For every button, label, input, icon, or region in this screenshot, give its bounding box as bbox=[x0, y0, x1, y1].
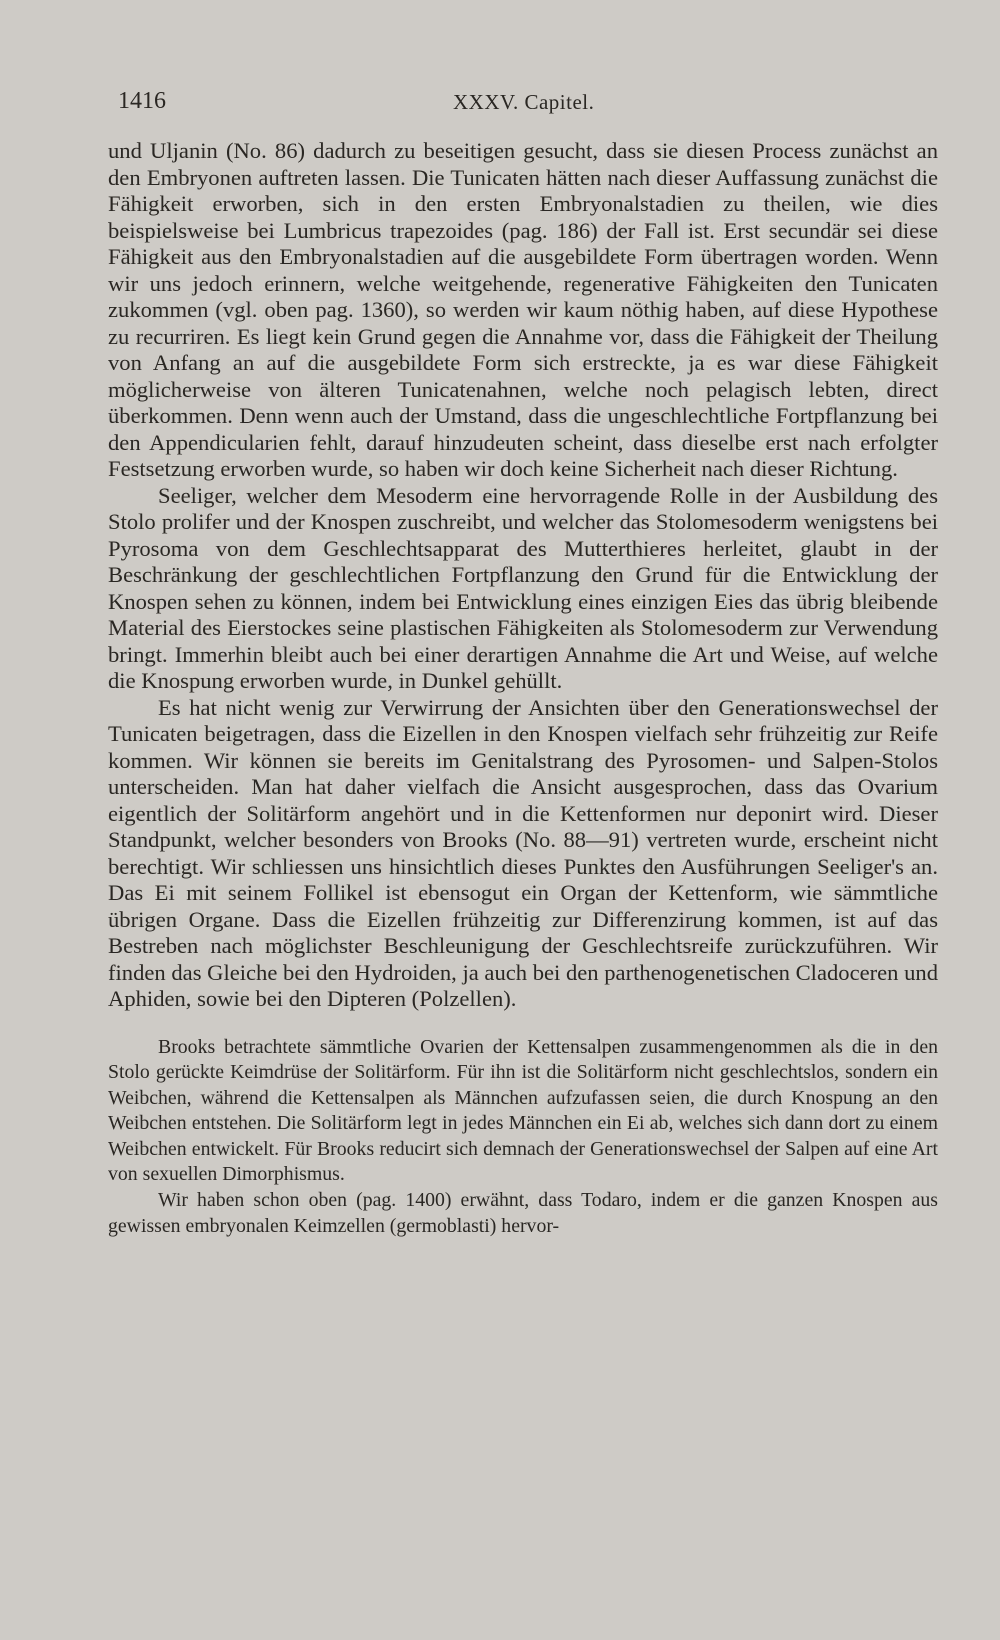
paragraph-4-small-print: Brooks betrachtete sämmtliche Ovarien der Kettensalpen zusammengenommen als die in den Stolo gerückte Keimdrüse der Solitärform. Für ihn ist die Solitärform nicht geschlechtslos, sondern ein Weibchen, während die Kettensalpen als Männchen aufzufassen seien, die durch Knospung an den Weibchen entstehen. Die Solitärform legt in jedes Männchen ein Ei ab, welches sich dann dort zu einem Weibchen entwickelt. Für Brooks reducirt sich demnach der Generationswechsel der Salpen auf eine Art von sexuellen Dimorphismus. bbox=[108, 1035, 938, 1186]
paragraph-1: und Uljanin (No. 86) dadurch zu beseitigen gesucht, dass sie diesen Process zunächst an den Embryonen auftreten lassen. Die Tunicaten hätten nach dieser Auffassung zunächst die Fähigkeit erworben, sich in den ersten Embryonalstadien zu theilen, wie dies beispielsweise bei Lumbricus trapezoides (pag. 186) der Fall ist. Erst secundär sei diese Fähigkeit aus den Embryonalstadien auf die ausgebildete Form übertragen worden. Wenn wir uns jedoch erinnern, welche weitgehende, regenerative Fähigkeiten den Tunicaten zukommen (vgl. oben pag. 1360), so werden wir kaum nöthig haben, auf diese Hypothese zu recurriren. Es liegt kein Grund gegen die Annahme vor, dass die Fähigkeit der Theilung von Anfang an auf die ausgebildete Form sich erstreckte, ja es war diese Fähigkeit möglicherweise von älteren Tunicatenahnen, welche noch pelagisch lebten, direct überkommen. Denn wenn auch der Umstand, dass die ungeschlechtliche Fortpflanzung bei den Appendicularien fehlt, darauf hinzudeuten scheint, dass dieselbe erst nach erfolgter Festsetzung erworben wurde, so haben wir doch keine Sicherheit nach dieser Richtung. bbox=[108, 138, 938, 481]
page-header bbox=[108, 88, 938, 128]
paragraph-2: Seeliger, welcher dem Mesoderm eine hervorragende Rolle in der Ausbildung des Stolo prolifer und der Knospen zuschreibt, und welcher das Stolomesoderm wenigstens bei Pyrosoma von dem Geschlechtsapparat des Mutterthieres herleitet, glaubt in der Beschränkung der geschlechtlichen Fortpflanzung den Grund für die Entwicklung der Knospen sehen zu können, indem bei Entwicklung eines einzigen Eies das übrig bleibende Material des Eierstockes seine plastischen Fähigkeiten als Stolomesoderm zur Verwendung bringt. Immerhin bleibt auch bei einer derartigen Annahme die Art und Weise, auf welche die Knospung erworben wurde, in Dunkel gehüllt. bbox=[108, 482, 938, 693]
page-number: 1416 bbox=[118, 88, 166, 114]
section-gap bbox=[108, 1013, 938, 1035]
paragraph-3: Es hat nicht wenig zur Verwirrung der Ansichten über den Generationswechsel der Tunicaten beigetragen, dass die Eizellen in den Knospen vielfach sehr frühzeitig zur Reife kommen. Wir können sie bereits im Genitalstrang des Pyrosomen- und Salpen-Stolos unterscheiden. Man hat daher vielfach die Ansicht ausgesprochen, dass das Ovarium eigentlich der Solitärform angehört und in die Kettenformen nur deponirt wird. Dieser Standpunkt, welcher besonders von Brooks (No. 88—91) vertreten wurde, erscheint nicht berechtigt. Wir schliessen uns hinsichtlich dieses Punktes den Ausführungen Seeliger's an. Das Ei mit seinem Follikel ist ebensogut ein Organ der Kettenform, wie sämmtliche übrigen Organe. Dass die Eizellen frühzeitig zur Differenzirung kommen, ist auf das Bestreben nach möglichster Beschleunigung der Geschlechtsreife zurückzuführen. Wir finden das Gleiche bei den Hydroiden, ja auch bei den parthenogenetischen Cladoceren und Aphiden, sowie bei den Dipteren (Polzellen). bbox=[108, 694, 939, 1011]
running-title: XXXV. Capitel. bbox=[453, 90, 595, 114]
paragraph-5-small-print: Wir haben schon oben (pag. 1400) erwähnt, dass Todaro, indem er die ganzen Knospen aus gewissen embryonalen Keimzellen (germoblasti) hervor- bbox=[108, 1189, 938, 1237]
